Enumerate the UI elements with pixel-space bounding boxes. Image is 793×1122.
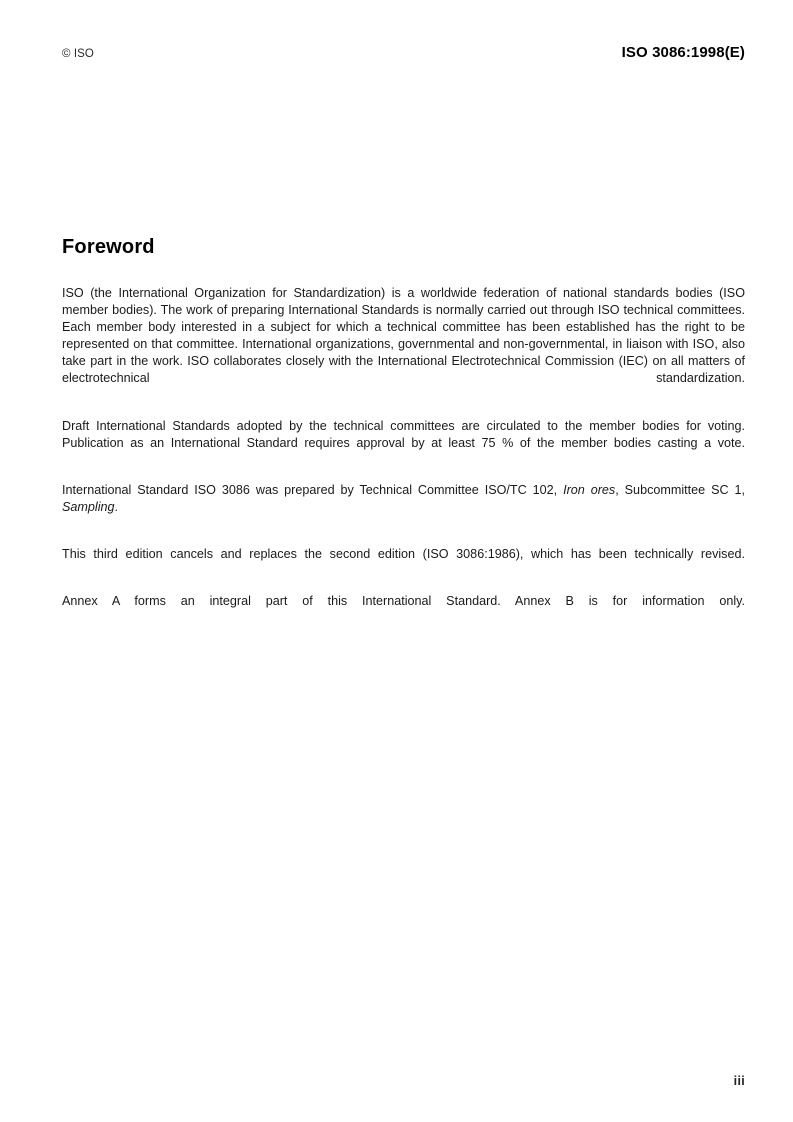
paragraph-3-text-after-titles: .: [114, 500, 119, 515]
foreword-paragraph-4: This third edition cancels and replaces the second edition (ISO 3086:1986), which has been technically revised.: [62, 547, 745, 562]
committee-title-iron-ores: Iron ores: [563, 482, 616, 497]
standard-reference: ISO 3086:1998(E): [621, 44, 745, 61]
copyright-notice: © ISO: [62, 48, 94, 60]
foreword-paragraph-5: Annex A forms an integral part of this International Standard. Annex B is for information only.: [62, 594, 745, 609]
foreword-paragraph-1: ISO (the International Organization for Standardization) is a worldwide federation of national standards bodies (ISO member bodies). The work of preparing International Standards is normally carried out through ISO technical committees. Each member body interested in a subject for which a technical committee has been established has the right to be represented on that committee. International organizations, governmental and non-governmental, in liaison with ISO, also take part in the work. ISO collaborates closely with the International Electrotechnical Commission (IEC) on all matters of electrotechnical standardization.: [62, 286, 745, 386]
foreword-section: [62, 236, 745, 628]
page-number: iii: [733, 1074, 745, 1088]
paragraph-3-text-before-committee-title: International Standard ISO 3086 was prepared by Technical Committee ISO/TC 102,: [62, 482, 564, 497]
foreword-paragraph-2: Draft International Standards adopted by the technical committees are circulated to the member bodies for voting. Publication as an International Standard requires approval by at least 75 % of the member bodies casting a vote.: [62, 418, 745, 450]
page-title: Foreword: [62, 236, 155, 258]
paragraph-3-text-between-titles: , Subcommittee SC 1,: [615, 482, 746, 497]
foreword-paragraph-3: [62, 482, 745, 533]
subcommittee-title-sampling: Sampling: [62, 500, 115, 515]
page-header: [62, 44, 745, 64]
